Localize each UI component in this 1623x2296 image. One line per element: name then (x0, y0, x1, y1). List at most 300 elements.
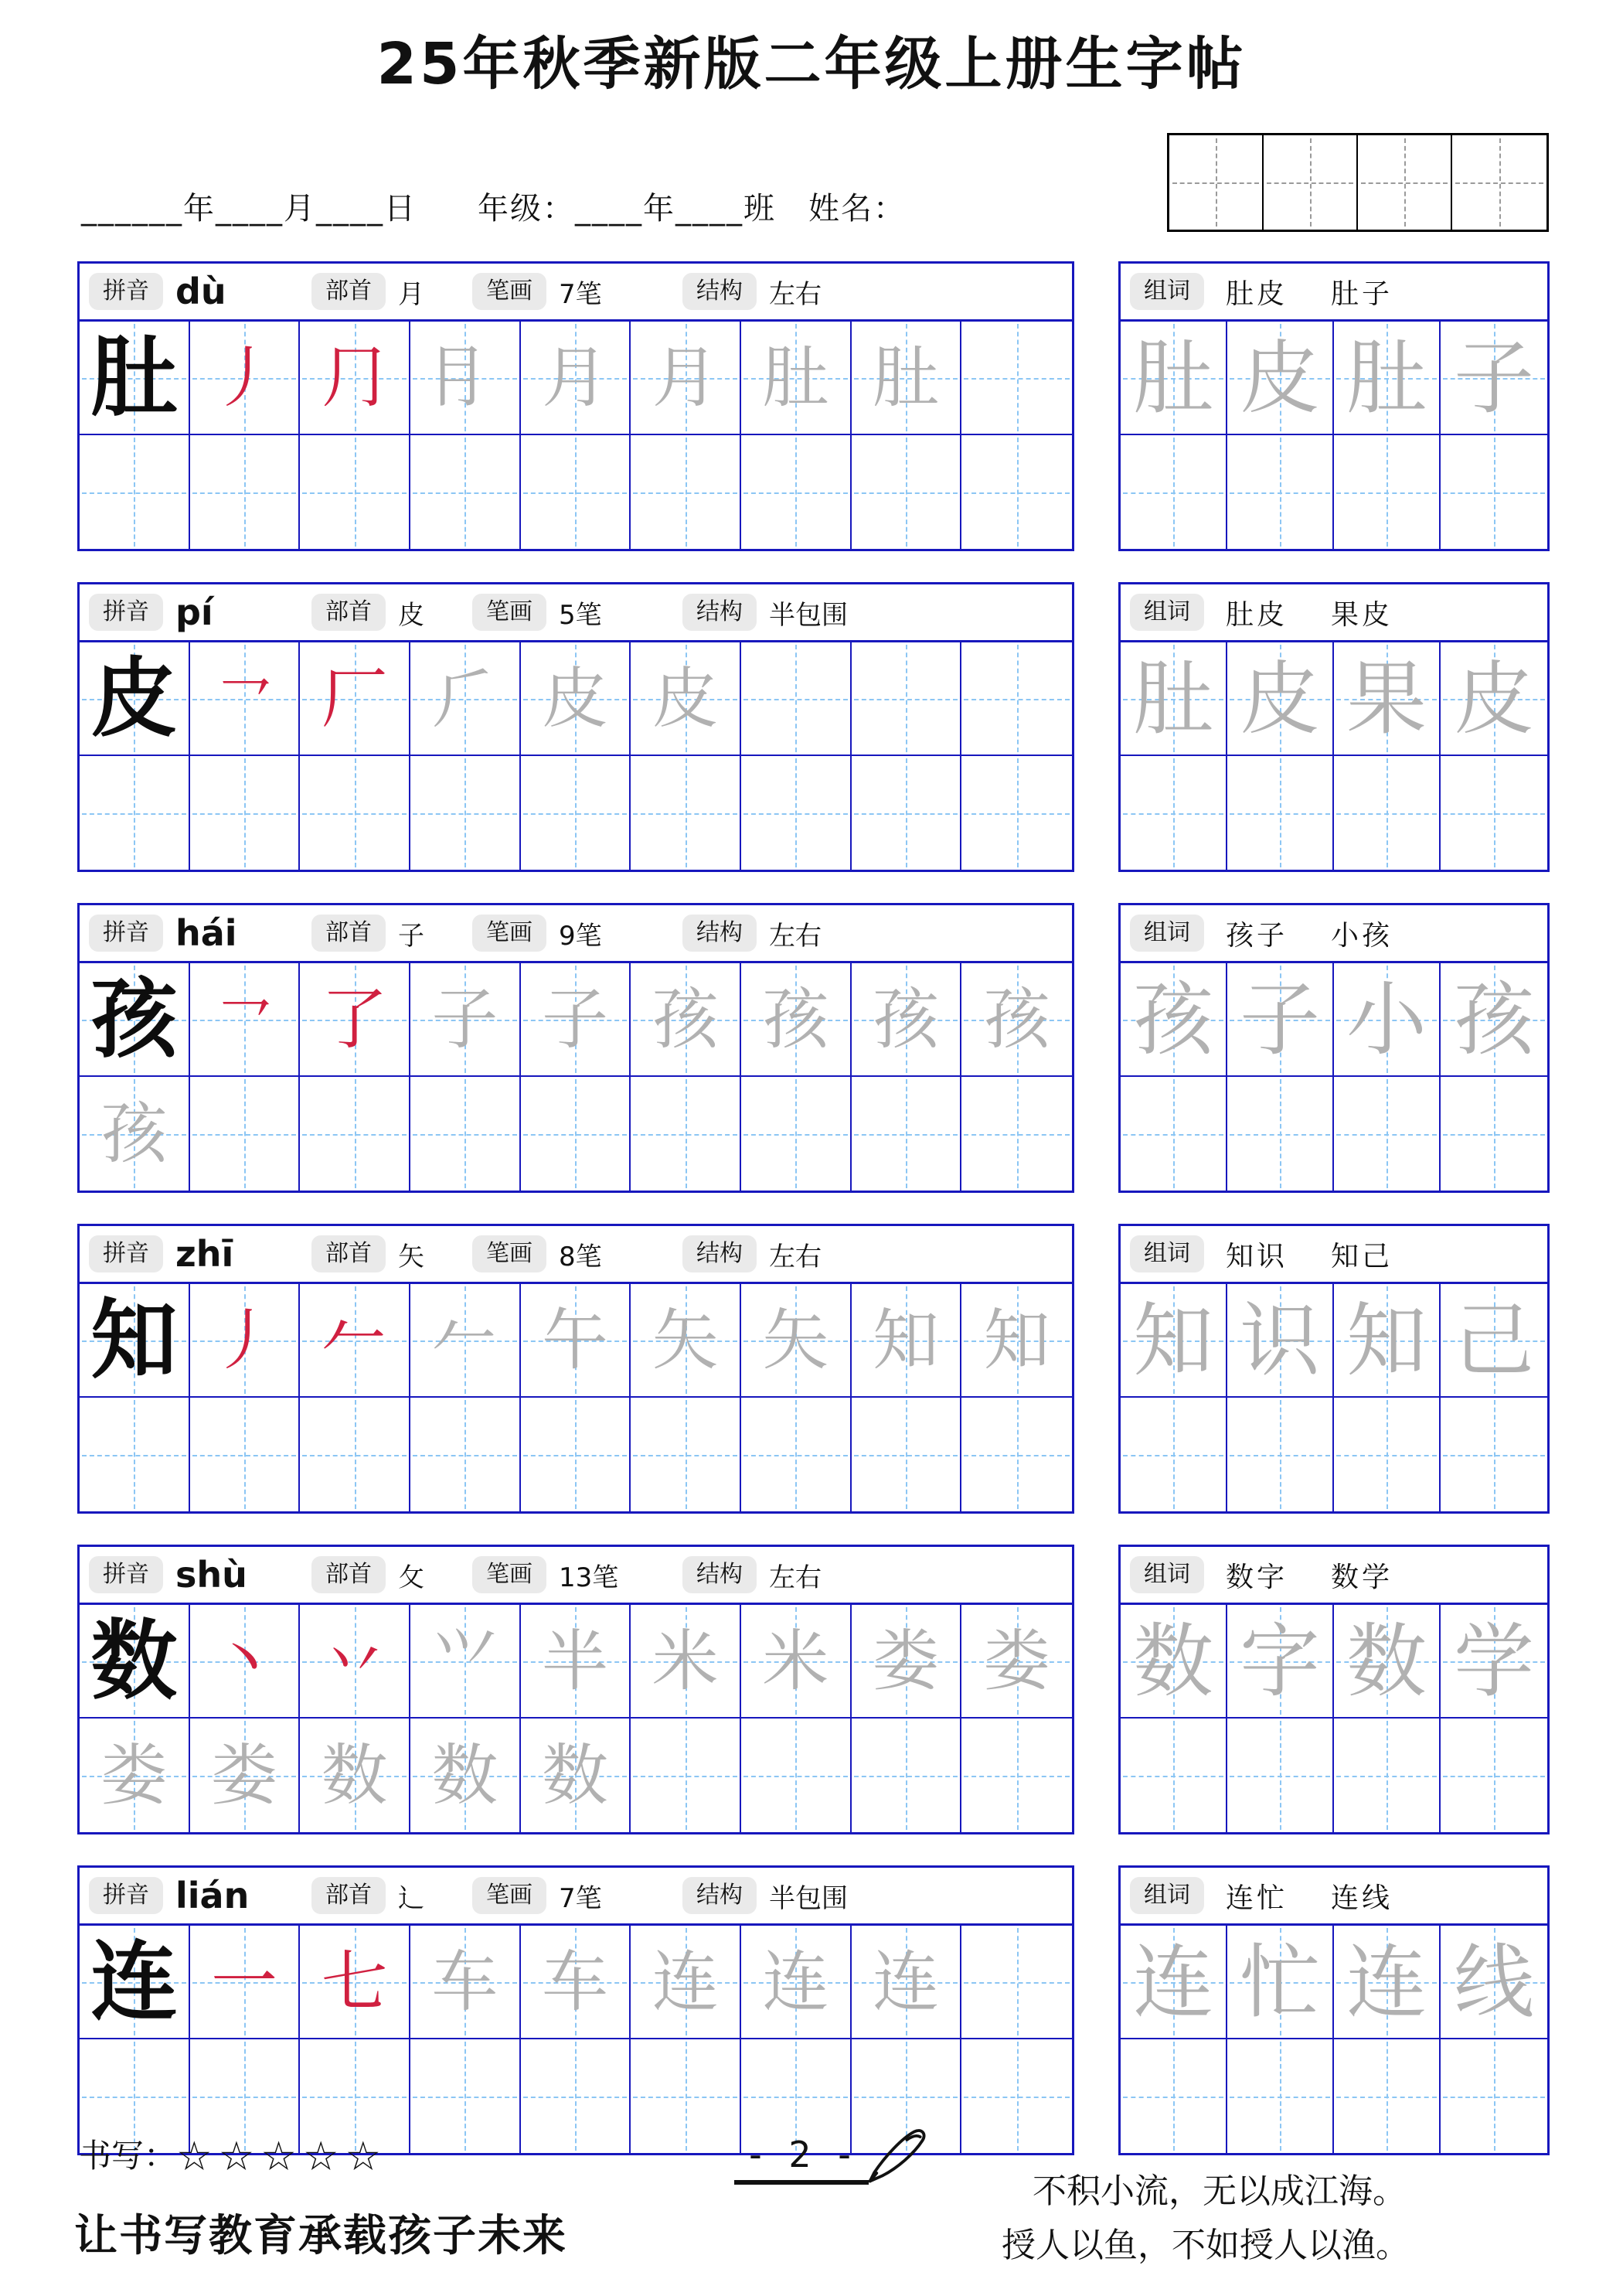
empty-practice-cell (410, 756, 521, 870)
stroke-order-grid (80, 640, 1072, 870)
structure-label: 结构 (682, 1877, 757, 1914)
word-text: 肚子 (1331, 278, 1393, 310)
empty-practice-cell (190, 756, 301, 870)
empty-practice-cell (631, 1719, 741, 1832)
word-text: 连忙 (1226, 1882, 1288, 1914)
stroke-glyph: 一 (210, 1943, 277, 2021)
word-text: 孩子 (1226, 919, 1288, 952)
word-trace-glyph: 字 (1239, 1613, 1320, 1708)
stroke-cell (631, 642, 741, 756)
empty-practice-cell (1441, 1719, 1547, 1832)
stroke-cell (410, 1284, 521, 1398)
empty-practice-cell (741, 642, 852, 756)
word-text: 知己 (1331, 1240, 1393, 1272)
strokes-label: 笔画 (472, 915, 546, 952)
word-trace-cell (1227, 1284, 1334, 1398)
name-practice-grid (1167, 133, 1549, 232)
word-trace-glyph: 数 (1132, 1613, 1213, 1708)
empty-practice-cell (521, 756, 631, 870)
word-card-header (1121, 264, 1547, 319)
stroke-count-value: 7笔 (559, 1882, 602, 1914)
empty-practice-cell (1227, 1719, 1334, 1832)
empty-practice-cell (631, 756, 741, 870)
stroke-glyph: 知 (983, 1301, 1050, 1379)
hanzi-cell (80, 1926, 190, 2039)
stroke-glyph: 七 (321, 1943, 388, 2021)
word-trace-cell (1227, 642, 1334, 756)
empty-practice-cell (1121, 435, 1227, 549)
stroke-glyph: 肚 (872, 339, 939, 417)
word-practice-grid (1121, 640, 1547, 870)
strokes-label: 笔画 (472, 1556, 546, 1593)
empty-practice-cell (852, 1719, 962, 1832)
stroke-cell (521, 1719, 631, 1832)
star-rating-icons: ☆☆☆☆☆ (176, 2134, 388, 2180)
word-trace-glyph: 线 (1453, 1934, 1534, 2029)
stroke-glyph: 孩 (872, 980, 939, 1058)
stroke-cell (300, 1605, 410, 1719)
stroke-cell (521, 1926, 631, 2039)
stroke-cell (961, 1605, 1072, 1719)
stroke-glyph: 孩 (100, 1095, 168, 1173)
stroke-count-value: 8笔 (559, 1241, 602, 1272)
word-trace-cell (1121, 1605, 1227, 1719)
empty-practice-cell (410, 1077, 521, 1191)
stroke-glyph: 子 (541, 980, 608, 1058)
word-trace-cell (1441, 642, 1547, 756)
stroke-glyph: 娄 (983, 1622, 1050, 1700)
pinyin-label: 拼音 (89, 594, 163, 631)
word-trace-glyph: 孩 (1132, 972, 1213, 1067)
empty-practice-cell (961, 642, 1072, 756)
word-trace-cell (1121, 963, 1227, 1077)
word-trace-cell (1227, 1605, 1334, 1719)
stroke-glyph: 丿 (210, 1301, 277, 1379)
word-card-header (1121, 1547, 1547, 1603)
word-trace-cell (1334, 963, 1441, 1077)
practice-card-header (80, 264, 1072, 319)
structure-value: 左右 (769, 278, 822, 310)
stroke-cell (741, 1605, 852, 1719)
stroke-glyph: ⺍ (431, 1622, 498, 1700)
empty-practice-cell (300, 756, 410, 870)
practice-card-header (80, 1868, 1072, 1923)
practice-card-header (80, 1547, 1072, 1603)
word-trace-cell (1227, 1926, 1334, 2039)
stroke-glyph: 车 (431, 1943, 498, 2021)
word-trace-cell (1441, 1284, 1547, 1398)
stroke-cell (190, 322, 301, 435)
word-trace-cell (1334, 642, 1441, 756)
stroke-glyph: 娄 (872, 1622, 939, 1700)
empty-practice-cell (961, 1077, 1072, 1191)
empty-practice-cell (852, 1077, 962, 1191)
hanzi-glyph: 连 (90, 1931, 178, 2032)
character-row-6 (77, 1865, 1623, 2155)
empty-practice-cell (1227, 1398, 1334, 1511)
radical-label: 部首 (311, 1877, 386, 1914)
stroke-glyph: 皮 (541, 659, 608, 738)
words-label: 组词 (1130, 594, 1204, 631)
stroke-cell (190, 1719, 301, 1832)
pinyin-label: 拼音 (89, 1556, 163, 1593)
stroke-glyph: 矢 (762, 1301, 829, 1379)
stroke-cell (631, 963, 741, 1077)
word-trace-glyph: 忙 (1239, 1934, 1320, 2029)
stroke-glyph: 丷 (321, 1622, 388, 1700)
empty-practice-cell (1121, 1077, 1227, 1191)
hanzi-cell (80, 963, 190, 1077)
character-row-1 (77, 261, 1623, 551)
word-trace-cell (1441, 1605, 1547, 1719)
stroke-cell (190, 1926, 301, 2039)
word-trace-glyph: 子 (1239, 972, 1320, 1067)
word-trace-glyph: 果 (1346, 651, 1427, 746)
stroke-glyph: 半 (541, 1622, 608, 1700)
stroke-glyph: ⺁ (431, 659, 498, 738)
empty-practice-cell (80, 756, 190, 870)
pinyin-value: dù (175, 271, 226, 312)
words-label: 组词 (1130, 1556, 1204, 1593)
stroke-glyph: 孩 (983, 980, 1050, 1058)
strokes-label: 笔画 (472, 1235, 546, 1272)
pencil-icon (864, 2124, 931, 2188)
empty-practice-cell (1121, 756, 1227, 870)
stroke-glyph: 数 (431, 1736, 498, 1814)
empty-practice-cell (961, 1926, 1072, 2039)
word-trace-cell (1227, 963, 1334, 1077)
pinyin-value: hái (175, 912, 237, 954)
word-text: 连线 (1331, 1882, 1393, 1914)
stroke-cell (741, 1284, 852, 1398)
empty-practice-cell (1334, 756, 1441, 870)
empty-practice-cell (961, 2039, 1072, 2153)
empty-practice-cell (852, 642, 962, 756)
empty-practice-cell (852, 756, 962, 870)
stroke-cell (741, 1926, 852, 2039)
word-trace-cell (1441, 1926, 1547, 2039)
hanzi-cell (80, 1284, 190, 1398)
word-trace-glyph: 肚 (1346, 330, 1427, 425)
word-card (1118, 903, 1550, 1193)
stroke-cell (631, 1605, 741, 1719)
page-number: - 2 - (749, 2134, 859, 2175)
stroke-cell (300, 1284, 410, 1398)
word-trace-glyph: 连 (1346, 1934, 1427, 2029)
word-trace-cell (1121, 1926, 1227, 2039)
radical-value: 矢 (398, 1241, 424, 1272)
pinyin-value: pí (175, 591, 213, 633)
empty-practice-cell (80, 1398, 190, 1511)
empty-practice-cell (1227, 2039, 1334, 2153)
empty-practice-cell (80, 435, 190, 549)
footer-quote-line1: 不积小流，无以成江海。 (1033, 2172, 1407, 2211)
empty-practice-cell (741, 1719, 852, 1832)
structure-value: 半包围 (769, 599, 848, 631)
stroke-glyph: 连 (652, 1943, 719, 2021)
word-trace-glyph: 数 (1346, 1613, 1427, 1708)
word-trace-glyph: 己 (1453, 1293, 1534, 1388)
word-card-header (1121, 584, 1547, 640)
stroke-cell (80, 1719, 190, 1832)
stroke-cell (741, 322, 852, 435)
empty-practice-cell (1441, 435, 1547, 549)
empty-practice-cell (1441, 756, 1547, 870)
word-card (1118, 1224, 1550, 1514)
word-practice-grid (1121, 319, 1547, 549)
radical-value: 月 (398, 278, 424, 310)
stroke-glyph: 孩 (762, 980, 829, 1058)
empty-practice-cell (741, 1077, 852, 1191)
radical-label: 部首 (311, 915, 386, 952)
stroke-glyph: 米 (652, 1622, 719, 1700)
stroke-count-value: 13笔 (559, 1562, 619, 1593)
word-text: 果皮 (1331, 598, 1393, 631)
stroke-glyph: 数 (321, 1736, 388, 1814)
radical-value: 皮 (398, 599, 424, 631)
structure-value: 半包围 (769, 1882, 848, 1914)
hanzi-cell (80, 642, 190, 756)
structure-label: 结构 (682, 1556, 757, 1593)
stroke-glyph: ㇖ (210, 659, 277, 738)
stroke-cell (852, 1926, 962, 2039)
words-label: 组词 (1130, 1235, 1204, 1272)
stroke-glyph: 丿 (210, 339, 277, 417)
stroke-glyph: 娄 (210, 1736, 277, 1814)
word-trace-cell (1121, 322, 1227, 435)
word-trace-glyph: 肚 (1132, 330, 1213, 425)
structure-label: 结构 (682, 273, 757, 310)
empty-practice-cell (300, 435, 410, 549)
word-practice-grid (1121, 961, 1547, 1191)
empty-practice-cell (1441, 1398, 1547, 1511)
footer-quote-line2: 授人以鱼，不如授人以渔。 (1002, 2226, 1410, 2265)
empty-practice-cell (410, 2039, 521, 2153)
empty-practice-cell (1334, 2039, 1441, 2153)
stroke-glyph: ⺝ (431, 339, 498, 417)
radical-value: 辶 (398, 1882, 424, 1914)
stroke-order-grid (80, 319, 1072, 549)
empty-practice-cell (1227, 1077, 1334, 1191)
empty-practice-cell (521, 435, 631, 549)
radical-label: 部首 (311, 1235, 386, 1272)
structure-value: 左右 (769, 1241, 822, 1272)
stroke-glyph: 车 (541, 1943, 608, 2021)
word-trace-cell (1121, 642, 1227, 756)
stroke-cell (190, 963, 301, 1077)
stroke-count-value: 5笔 (559, 599, 602, 631)
empty-practice-cell (1121, 2039, 1227, 2153)
empty-practice-cell (521, 2039, 631, 2153)
stroke-glyph: 数 (541, 1736, 608, 1814)
word-practice-grid (1121, 1923, 1547, 2153)
stroke-glyph: 皮 (652, 659, 719, 738)
word-practice-grid (1121, 1282, 1547, 1511)
word-trace-glyph: 皮 (1239, 651, 1320, 746)
word-trace-cell (1227, 322, 1334, 435)
stroke-cell (300, 642, 410, 756)
stroke-glyph: 矢 (652, 1301, 719, 1379)
pinyin-label: 拼音 (89, 1235, 163, 1272)
stroke-glyph: 月 (652, 339, 719, 417)
empty-practice-cell (961, 1719, 1072, 1832)
footer-slogan: 让书写教育承载孩子未来 (74, 2211, 567, 2261)
stroke-cell (631, 1284, 741, 1398)
stroke-cell (521, 322, 631, 435)
empty-practice-cell (190, 1077, 301, 1191)
strokes-label: 笔画 (472, 594, 546, 631)
stroke-glyph: 孩 (652, 980, 719, 1058)
word-card (1118, 582, 1550, 872)
stroke-cell (521, 1605, 631, 1719)
stroke-glyph: 连 (872, 1943, 939, 2021)
word-trace-cell (1334, 1605, 1441, 1719)
stroke-cell (631, 1926, 741, 2039)
practice-card (77, 1865, 1074, 2155)
hanzi-glyph: 数 (90, 1610, 178, 1712)
pinyin-value: shù (175, 1554, 247, 1596)
stroke-cell (190, 1284, 301, 1398)
stroke-glyph: 肚 (762, 339, 829, 417)
empty-practice-cell (1334, 1398, 1441, 1511)
stroke-order-grid (80, 961, 1072, 1191)
words-label: 组词 (1130, 273, 1204, 310)
character-row-5 (77, 1545, 1623, 1834)
stroke-cell (410, 1719, 521, 1832)
word-trace-glyph: 小 (1346, 972, 1427, 1067)
word-card (1118, 1545, 1550, 1834)
stroke-cell (852, 963, 962, 1077)
word-trace-glyph: 识 (1239, 1293, 1320, 1388)
word-trace-glyph: 学 (1453, 1613, 1534, 1708)
word-card-header (1121, 1868, 1547, 1923)
stroke-cell (410, 322, 521, 435)
practice-card-header (80, 905, 1072, 961)
empty-practice-cell (852, 435, 962, 549)
stroke-glyph: 知 (872, 1301, 939, 1379)
pinyin-value: zhī (175, 1233, 234, 1275)
name-grid-cell (1264, 135, 1358, 230)
stroke-glyph: 厂 (321, 659, 388, 738)
pinyin-value: lián (175, 1875, 250, 1916)
hanzi-glyph: 肚 (90, 327, 178, 428)
stroke-glyph: 𠂉 (431, 1301, 498, 1379)
pinyin-label: 拼音 (89, 1877, 163, 1914)
structure-label: 结构 (682, 594, 757, 631)
word-trace-glyph: 肚 (1132, 651, 1213, 746)
radical-label: 部首 (311, 273, 386, 310)
grade-name-line: 年级：____年____班 姓名： (478, 191, 906, 227)
word-text: 肚皮 (1226, 598, 1288, 631)
radical-label: 部首 (311, 1556, 386, 1593)
empty-practice-cell (1334, 1719, 1441, 1832)
date-line: ______年____月____日 (81, 191, 417, 227)
word-text: 肚皮 (1226, 278, 1288, 310)
character-row-4 (77, 1224, 1623, 1514)
radical-value: 子 (398, 920, 424, 952)
empty-practice-cell (1441, 1077, 1547, 1191)
stroke-cell (410, 963, 521, 1077)
strokes-label: 笔画 (472, 1877, 546, 1914)
pinyin-label: 拼音 (89, 273, 163, 310)
stroke-cell (300, 963, 410, 1077)
structure-label: 结构 (682, 915, 757, 952)
word-text: 小孩 (1331, 919, 1393, 952)
empty-practice-cell (1121, 1398, 1227, 1511)
empty-practice-cell (190, 435, 301, 549)
character-row-3 (77, 903, 1623, 1193)
empty-practice-cell (631, 435, 741, 549)
structure-label: 结构 (682, 1235, 757, 1272)
word-card-header (1121, 1226, 1547, 1282)
empty-practice-cell (1227, 756, 1334, 870)
stroke-cell (852, 1605, 962, 1719)
radical-label: 部首 (311, 594, 386, 631)
hanzi-glyph: 孩 (90, 969, 178, 1070)
stroke-glyph: 午 (541, 1301, 608, 1379)
strokes-label: 笔画 (472, 273, 546, 310)
radical-value: 攵 (398, 1562, 424, 1593)
stroke-order-grid (80, 1923, 1072, 2153)
name-grid-cell (1452, 135, 1546, 230)
practice-card-header (80, 1226, 1072, 1282)
empty-practice-cell (631, 1077, 741, 1191)
stroke-cell (852, 1284, 962, 1398)
stroke-cell (190, 642, 301, 756)
stroke-glyph: 月 (541, 339, 608, 417)
empty-practice-cell (410, 435, 521, 549)
empty-practice-cell (1227, 435, 1334, 549)
pinyin-label: 拼音 (89, 915, 163, 952)
word-trace-glyph: 知 (1346, 1293, 1427, 1388)
stroke-cell (521, 963, 631, 1077)
word-trace-glyph: 知 (1132, 1293, 1213, 1388)
empty-practice-cell (631, 2039, 741, 2153)
word-trace-glyph: 子 (1453, 330, 1534, 425)
hanzi-cell (80, 1605, 190, 1719)
word-trace-cell (1334, 322, 1441, 435)
stroke-glyph: ⺆ (321, 339, 388, 417)
empty-practice-cell (741, 756, 852, 870)
word-text: 数字 (1226, 1561, 1288, 1593)
empty-practice-cell (1441, 2039, 1547, 2153)
empty-practice-cell (300, 1077, 410, 1191)
stroke-glyph: 连 (762, 1943, 829, 2021)
empty-practice-cell (1334, 1077, 1441, 1191)
hanzi-glyph: 知 (90, 1289, 178, 1391)
word-trace-cell (1334, 1926, 1441, 2039)
practice-card (77, 1224, 1074, 1514)
empty-practice-cell (961, 756, 1072, 870)
empty-practice-cell (190, 1398, 301, 1511)
empty-practice-cell (741, 1398, 852, 1511)
stroke-cell (631, 322, 741, 435)
stroke-cell (961, 963, 1072, 1077)
practice-card (77, 1545, 1074, 1834)
stroke-cell (190, 1605, 301, 1719)
empty-practice-cell (961, 322, 1072, 435)
word-card (1118, 1865, 1550, 2155)
word-trace-cell (1121, 1284, 1227, 1398)
empty-practice-cell (521, 1398, 631, 1511)
empty-practice-cell (410, 1398, 521, 1511)
word-card (1118, 261, 1550, 551)
word-trace-cell (1441, 322, 1547, 435)
stroke-glyph: 娄 (100, 1736, 168, 1814)
empty-practice-cell (1334, 435, 1441, 549)
word-trace-glyph: 皮 (1239, 330, 1320, 425)
character-row-2 (77, 582, 1623, 872)
